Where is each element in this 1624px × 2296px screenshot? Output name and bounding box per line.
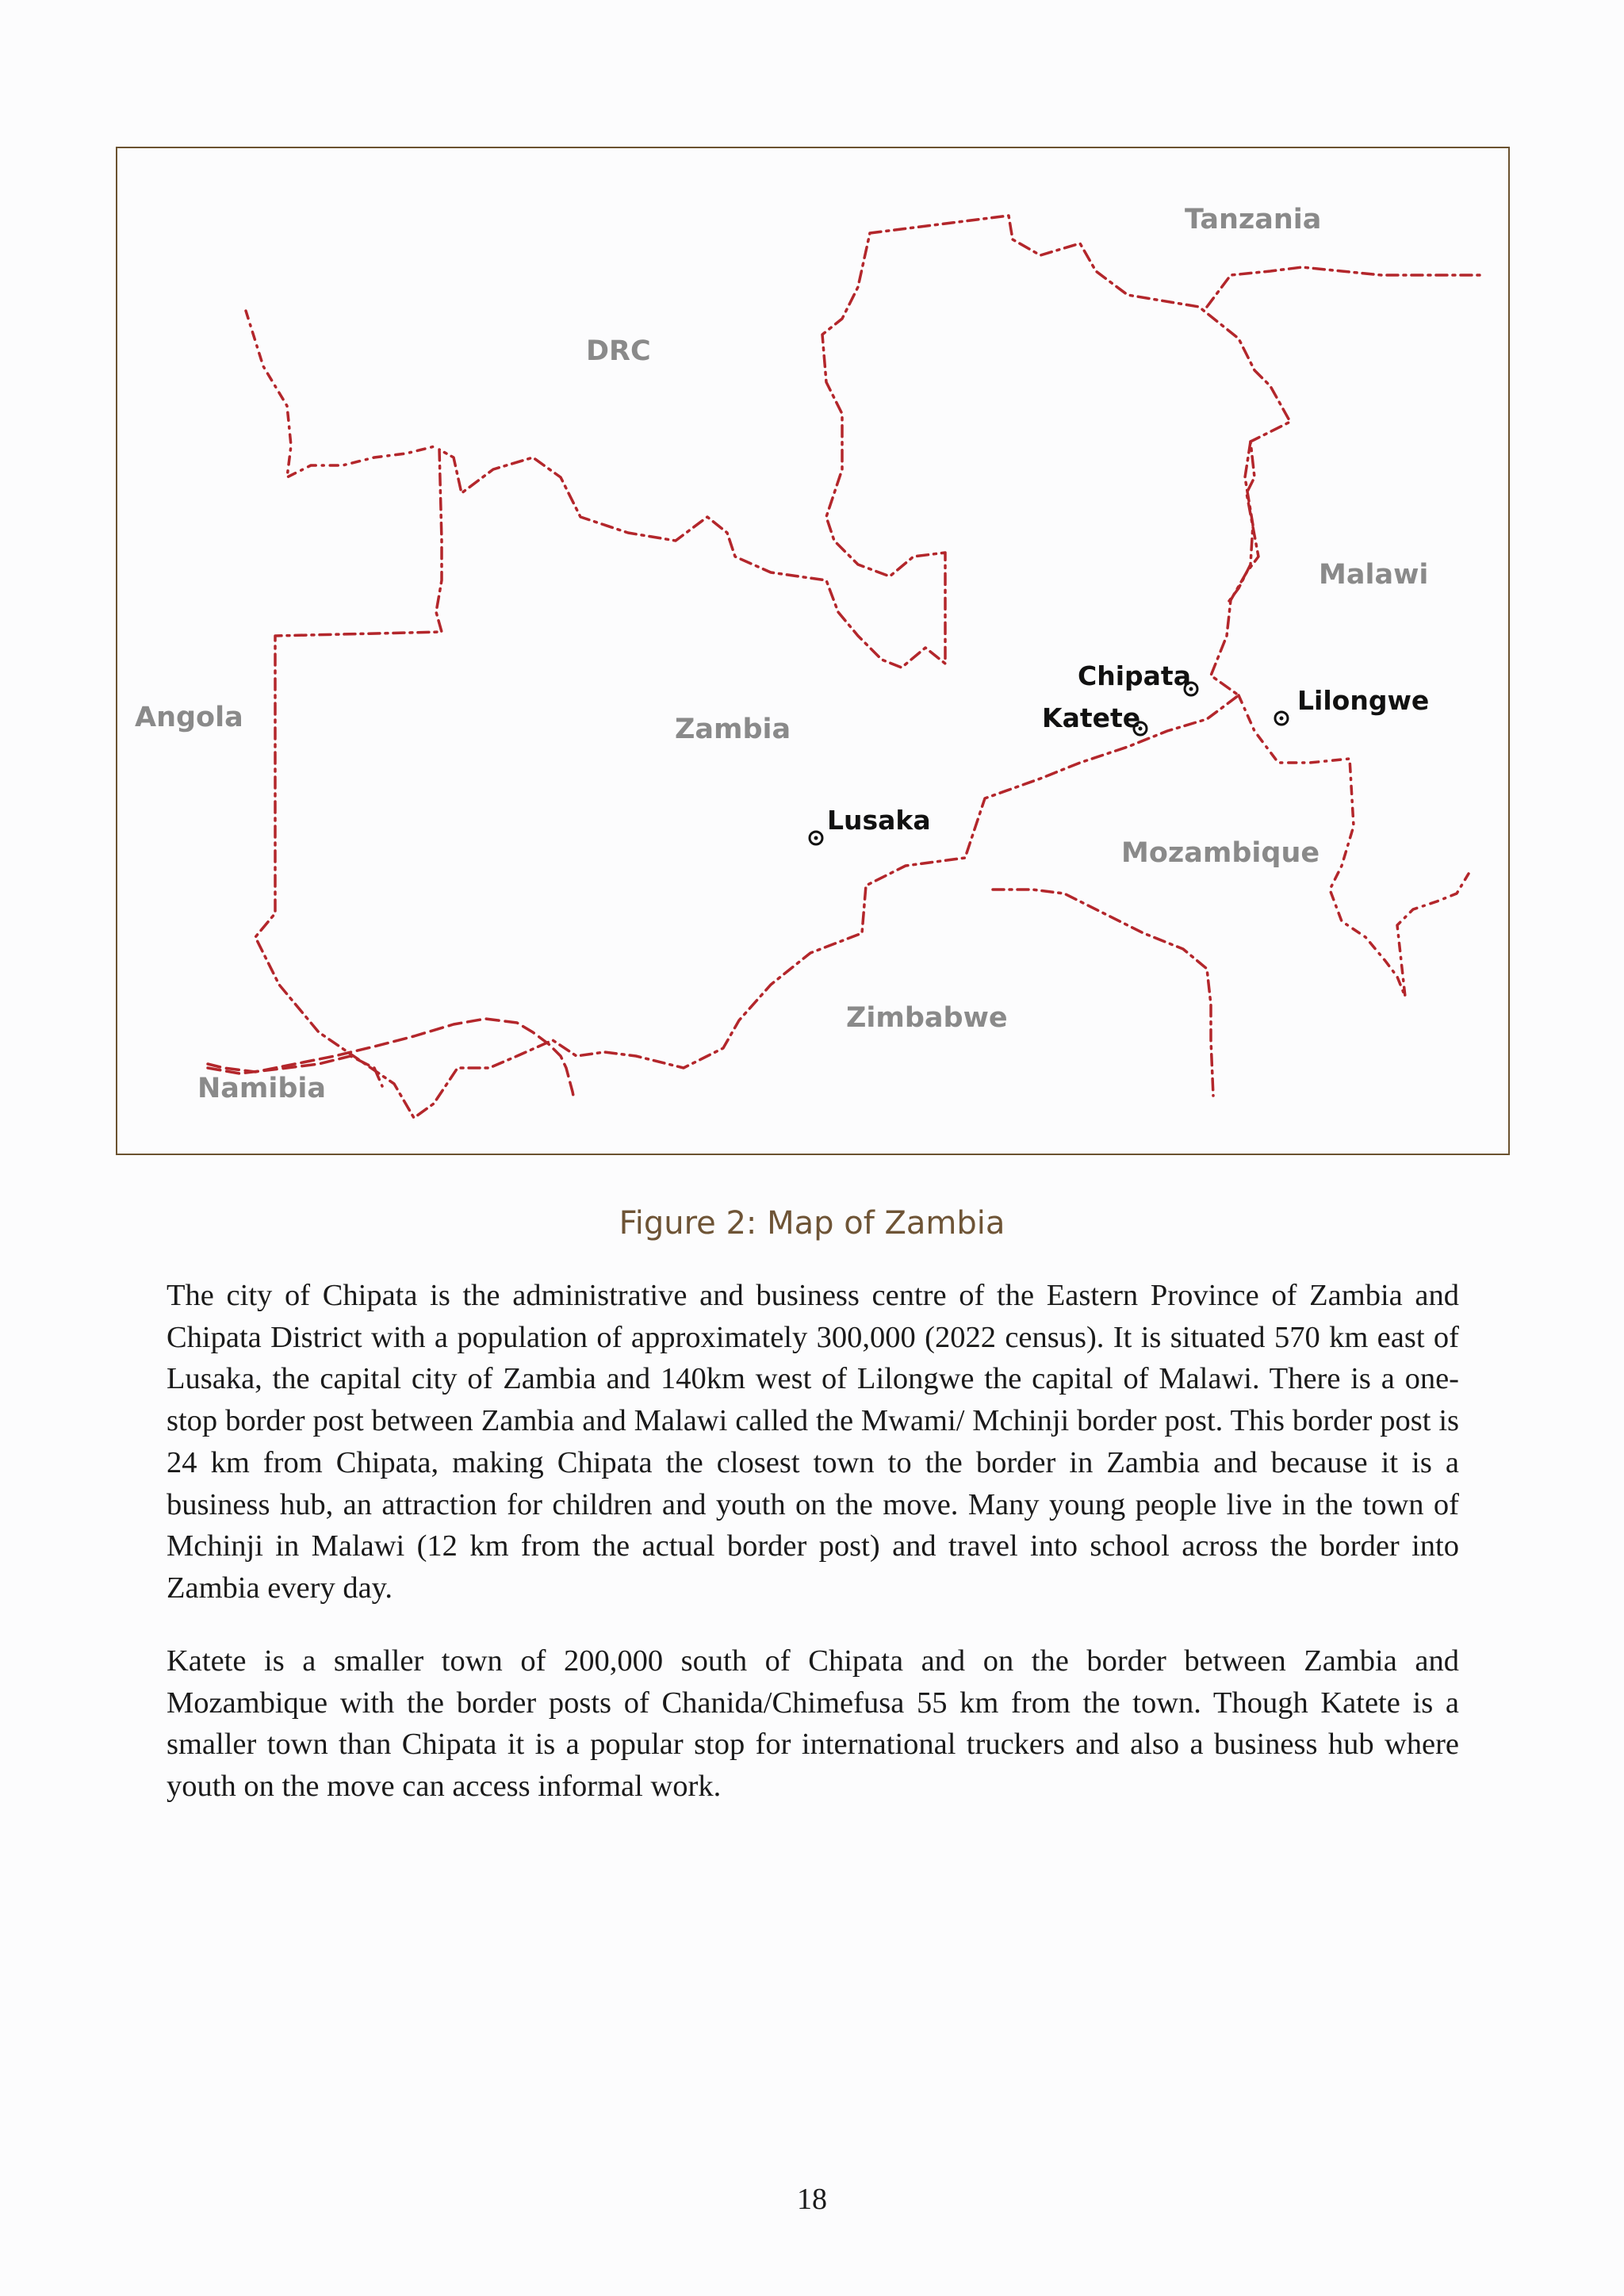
country-labels <box>135 204 1428 1104</box>
tanzania-border <box>1207 267 1480 307</box>
mozambique-border <box>1227 442 1253 604</box>
paragraph-katete: Katete is a smaller town of 200,000 south of Chipata and on the border between Zambia and Mozambique with the border posts of Chanida/Chimefusa 55 km from the town. Though Katete is a smaller town than Chipata it is a popular stop for international truckers and also a business hub where youth on the move can access informal work. <box>167 1644 1459 1804</box>
label-namibia: Namibia <box>197 1073 327 1104</box>
label-lilongwe: Lilongwe <box>1297 685 1430 716</box>
label-tanzania: Tanzania <box>1185 204 1322 235</box>
label-drc: DRC <box>586 335 651 367</box>
paragraph-chipata: The city of Chipata is the administrative and business centre of the Eastern Province of Zambia and Chipata District with a population of approximately 300,000 (2022 census). It is situated 570 km east of Lusaka, the capital city of Zambia and 140km west of Lilongwe the capital of Malawi. There is a one-stop border post between Zambia and Malawi called the Mwami/ Mchinji border post. This border post is 24 km from Chipata, making Chipata the closest town to the border in Zambia and because it is a business hub, an attraction for children and youth on the move. Many young people live in the town of Mchinji in Malawi (12 km from the actual border post) and travel into school across the border into Zambia every day. <box>167 1279 1459 1605</box>
label-zimbabwe: Zimbabwe <box>846 1002 1008 1034</box>
label-mozambique: Mozambique <box>1121 837 1320 869</box>
zimbabwe-border <box>993 890 1213 1096</box>
label-chipata: Chipata <box>1078 660 1191 691</box>
page-number: 18 <box>797 2183 827 2216</box>
city-chipata <box>1078 660 1197 695</box>
label-angola: Angola <box>135 702 243 733</box>
map-figure <box>116 147 1510 1155</box>
country-borders <box>208 216 1480 1118</box>
label-lusaka: Lusaka <box>827 805 931 836</box>
label-zambia: Zambia <box>675 714 791 745</box>
drc-border <box>246 311 438 477</box>
city-lilongwe <box>1275 685 1429 725</box>
label-malawi: Malawi <box>1319 559 1429 591</box>
label-katete: Katete <box>1042 702 1141 733</box>
city-markers <box>810 660 1429 844</box>
figure-caption: Figure 2: Map of Zambia <box>619 1205 1005 1242</box>
city-lusaka <box>810 805 931 844</box>
zambia-map <box>117 148 1511 1157</box>
city-katete <box>1042 702 1147 735</box>
